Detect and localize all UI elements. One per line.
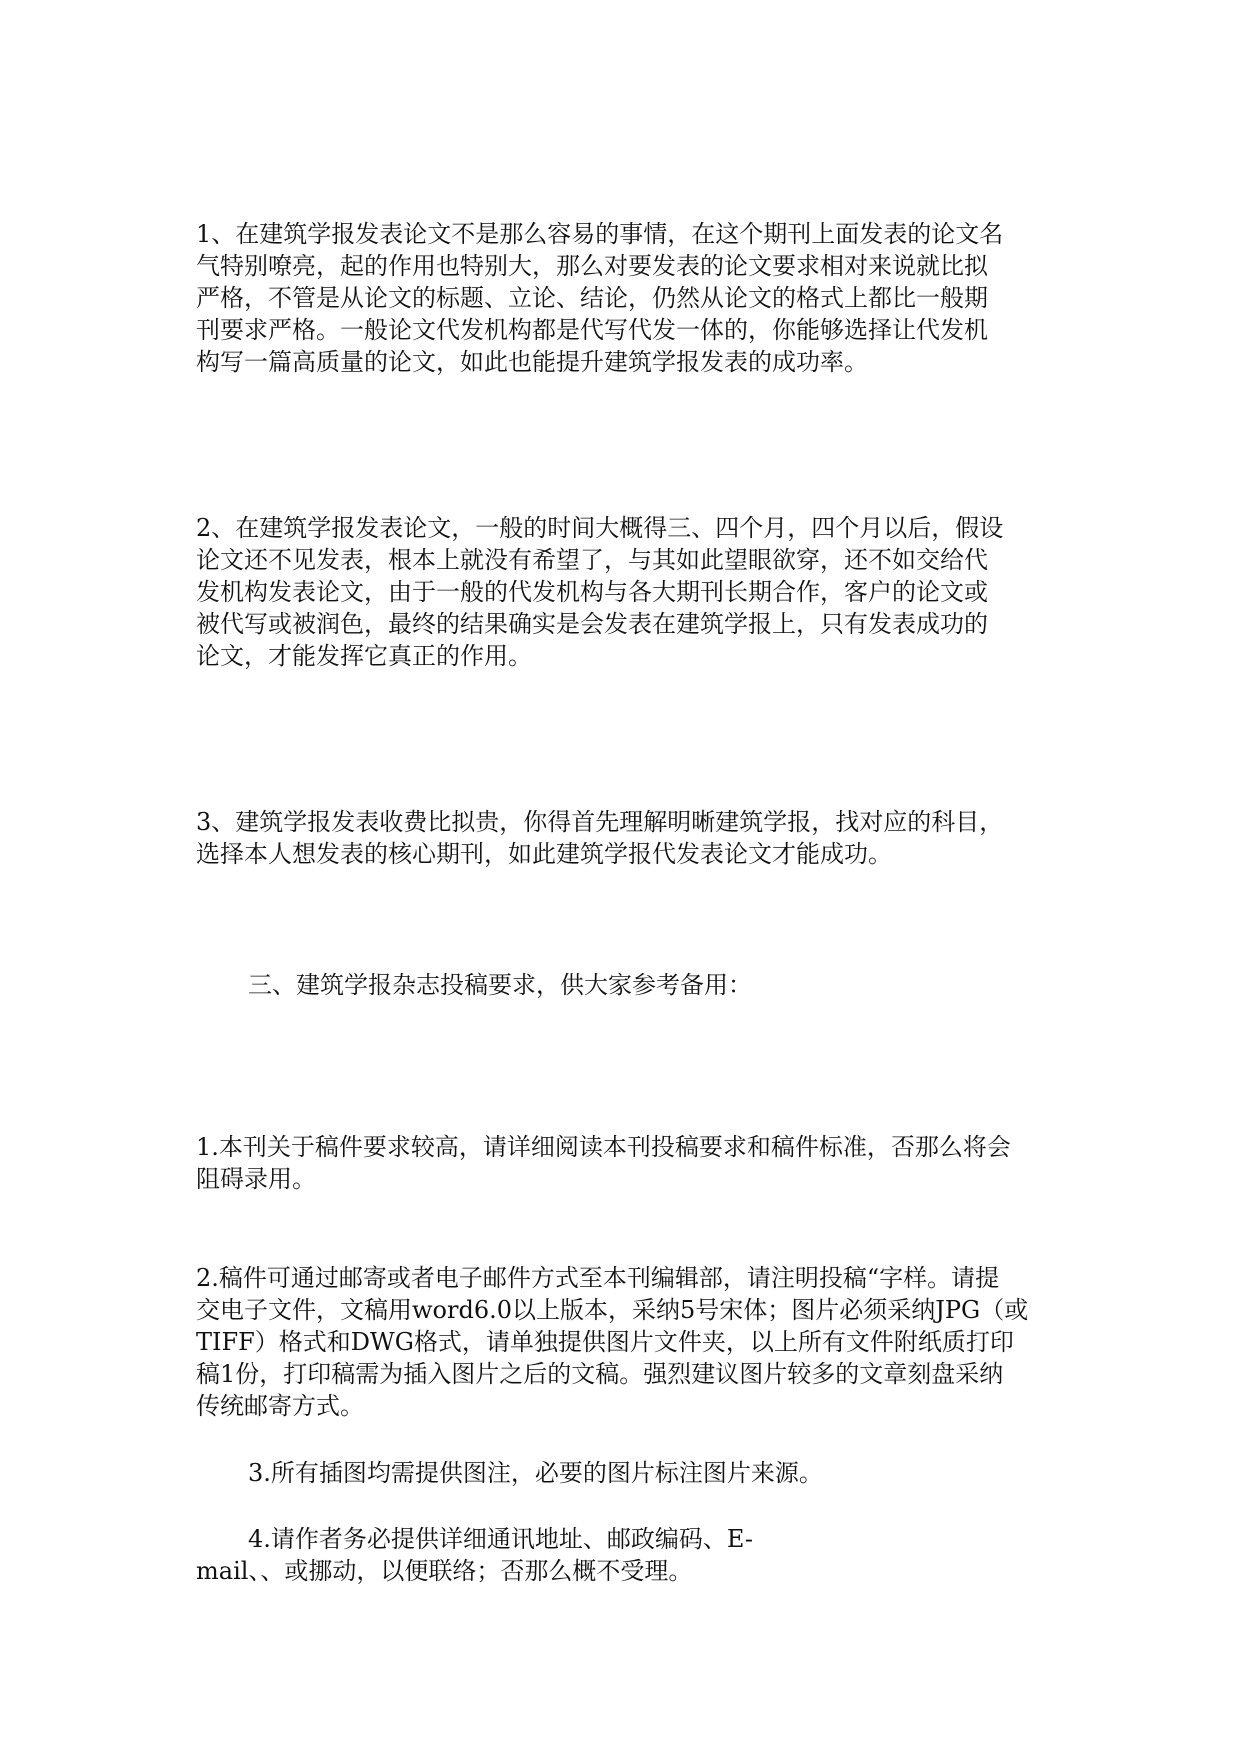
paragraph-line: 1.本刊关于稿件要求较高，请详细阅读本刊投稿要求和稿件标准，否那么将会 xyxy=(196,1133,1011,1161)
paragraph-line: 3、建筑学报发表收费比拟贵，你得首先理解明晰建筑学报，找对应的科目， xyxy=(196,808,1004,836)
paragraph-line: TIFF）格式和DWG格式，请单独提供图片文件夹，以上所有文件附纸质打印 xyxy=(196,1328,1014,1356)
paragraph-line: 严格，不管是从论文的标题、立论、结论，仍然从论文的格式上都比一般期 xyxy=(196,284,988,312)
paragraph-line: 被代写或被润色，最终的结果确实是会发表在建筑学报上，只有发表成功的 xyxy=(196,610,988,638)
paragraph-line: 2、在建筑学报发表论文，一般的时间大概得三、四个月，四个月以后，假设 xyxy=(196,514,1004,542)
paragraph-line: 发机构发表论文，由于一般的代发机构与各大期刊长期合作，客户的论文或 xyxy=(196,578,988,606)
requirement-1 xyxy=(196,1131,1048,1195)
paragraph-line: 刊要求严格。一般论文代发机构都是代写代发一体的，你能够选择让代发机 xyxy=(196,316,988,344)
paragraph-line: 构写一篇高质量的论文，如此也能提升建筑学报发表的成功率。 xyxy=(196,348,868,376)
paragraph-line: 气特别嘹亮，起的作用也特别大，那么对要发表的论文要求相对来说就比拟 xyxy=(196,252,988,280)
paragraph-line: mail、、或挪动，以便联络；否那么概不受理。 xyxy=(196,1557,693,1585)
paragraph-line: 1、在建筑学报发表论文不是那么容易的事情，在这个期刊上面发表的论文名 xyxy=(196,220,1004,248)
paragraph-line: 交电子文件，文稿用word6.0以上版本，采纳5号宋体；图片必须采纳JPG（或 xyxy=(196,1296,1029,1324)
paragraph-line: 4.请作者务必提供详细通讯地址、邮政编码、E- xyxy=(248,1525,753,1553)
paragraph-line: 阻碍录用。 xyxy=(196,1165,316,1193)
paragraph-line: 传统邮寄方式。 xyxy=(196,1392,364,1420)
paragraph-line: 3.所有插图均需提供图注，必要的图片标注图片来源。 xyxy=(248,1459,823,1487)
paragraph-line: 论文，才能发挥它真正的作用。 xyxy=(196,642,532,670)
paragraph-2 xyxy=(196,512,1048,672)
section-heading xyxy=(196,969,1048,1001)
paragraph-line: 选择本人想发表的核心期刊，如此建筑学报代发表论文才能成功。 xyxy=(196,840,892,868)
paragraph-line: 2.稿件可通过邮寄或者电子邮件方式至本刊编辑部，请注明投稿“字样。请提 xyxy=(196,1264,1000,1292)
paragraph-line: 稿1份，打印稿需为插入图片之后的文稿。强烈建议图片较多的文章刻盘采纳 xyxy=(196,1360,1004,1388)
paragraph-line: 三、建筑学报杂志投稿要求，供大家参考备用： xyxy=(248,971,752,999)
requirement-2 xyxy=(196,1262,1048,1422)
paragraph-3 xyxy=(196,806,1048,870)
paragraph-line: 论文还不见发表，根本上就没有希望了，与其如此望眼欲穿，还不如交给代 xyxy=(196,546,988,574)
paragraph-1 xyxy=(196,218,1048,378)
requirement-4 xyxy=(196,1523,1048,1587)
requirement-3 xyxy=(196,1457,1048,1489)
